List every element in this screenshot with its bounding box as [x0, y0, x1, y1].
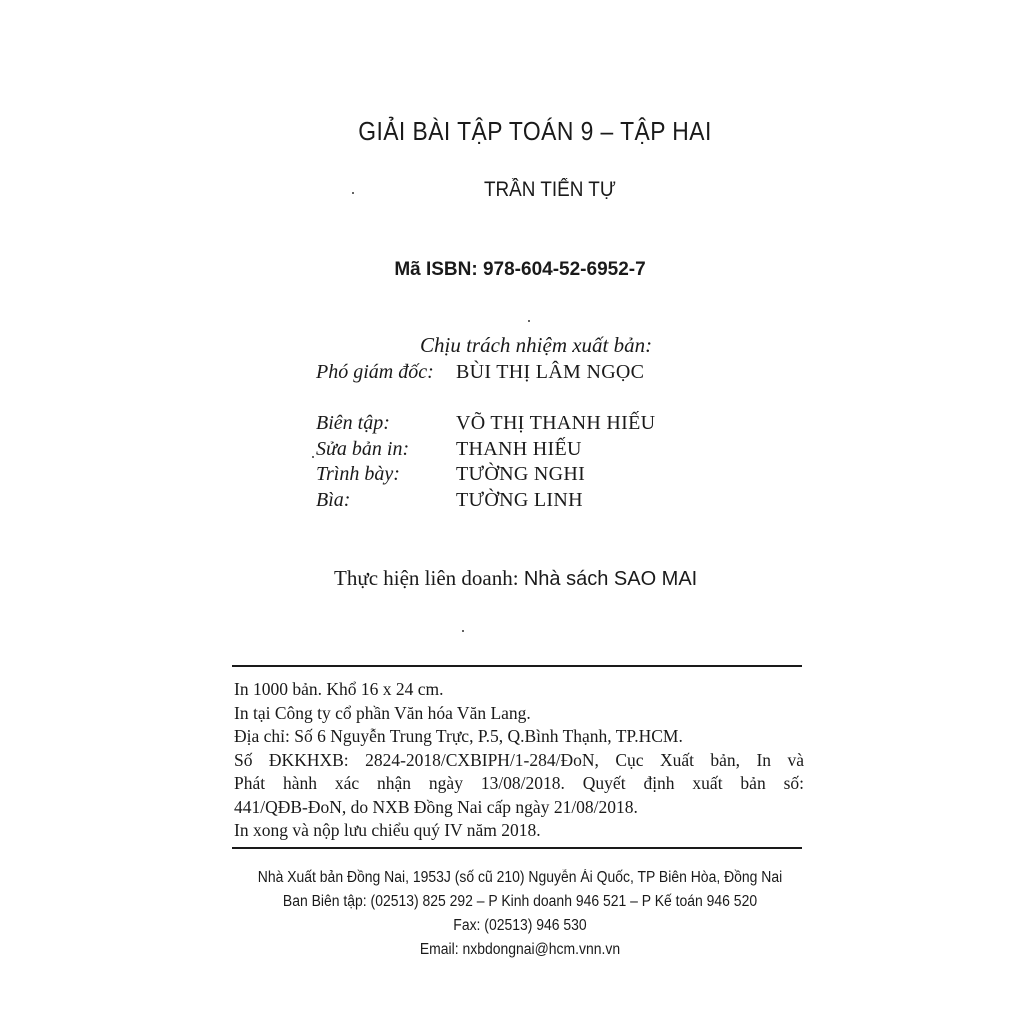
credit-name: BÙI THỊ LÂM NGỌC: [456, 361, 645, 383]
publisher-info: [0, 866, 1024, 962]
credit-role: Biên tập:: [316, 412, 390, 434]
credit-row-layout: [316, 463, 585, 486]
print-speck: [312, 456, 314, 458]
joint-venture-partner: Nhà sách SAO MAI: [523, 568, 698, 590]
credit-row-cover: [316, 489, 583, 512]
divider-bottom: [232, 847, 802, 849]
publisher-line: Fax: (02513) 946 530: [453, 917, 587, 934]
credit-name: VÕ THỊ THANH HIẾU: [456, 412, 656, 434]
publisher-line: Email: nxbdongnai@hcm.vnn.vn: [419, 941, 621, 958]
credit-role: Bìa:: [316, 489, 351, 511]
printing-line: Số ĐKKHXB: 2824-2018/CXBIPH/1-284/ĐoN, Cục Xuất bản, In và: [234, 749, 804, 770]
credit-name: TƯỜNG NGHI: [456, 463, 586, 485]
printing-line: In xong và nộp lưu chiểu quý IV năm 2018.: [234, 820, 541, 840]
credit-row-deputy-director: [316, 361, 644, 384]
printing-line: In tại Công ty cổ phần Văn hóa Văn Lang.: [234, 702, 531, 723]
credit-name: TƯỜNG LINH: [456, 489, 583, 511]
printing-info: [234, 678, 804, 843]
credit-row-proofreader: [316, 438, 582, 461]
credit-name: THANH HIẾU: [456, 438, 582, 460]
credit-row-editor: [316, 412, 655, 435]
isbn-line: Mã ISBN: 978-604-52-6952-7: [394, 259, 646, 280]
print-speck: [352, 192, 354, 194]
book-title: GIẢI BÀI TẬP TOÁN 9 – TẬP HAI: [358, 116, 712, 146]
print-speck: [528, 320, 530, 322]
divider-top: [232, 665, 802, 667]
print-speck: [462, 630, 464, 632]
credit-role: Sửa bản in:: [316, 438, 410, 460]
printing-line: Phát hành xác nhận ngày 13/08/2018. Quyết định xuất bản số:: [234, 773, 804, 793]
responsibility-heading: Chịu trách nhiệm xuất bản:: [420, 333, 653, 357]
joint-venture-label: Thực hiện liên doanh:: [334, 566, 519, 590]
publisher-line: Nhà Xuất bản Đồng Nai, 1953J (số cũ 210) Nguyễn Ái Quốc, TP Biên Hòa, Đồng Nai: [257, 869, 783, 886]
printing-line: 441/QĐB-ĐoN, do NXB Đồng Nai cấp ngày 21/08/2018.: [234, 796, 638, 817]
joint-venture-line: [334, 566, 697, 591]
printing-line: Địa chỉ: Số 6 Nguyễn Trung Trực, P.5, Q.Bình Thạnh, TP.HCM.: [234, 726, 683, 746]
publisher-line: Ban Biên tập: (02513) 825 292 – P Kinh doanh 946 521 – P Kế toán 946 520: [282, 893, 758, 910]
book-author: TRẦN TIẾN TỰ: [483, 178, 616, 201]
credit-role: Phó giám đốc:: [316, 361, 434, 383]
credit-role: Trình bày:: [316, 463, 400, 485]
printing-line: In 1000 bản. Khổ 16 x 24 cm.: [234, 679, 444, 699]
